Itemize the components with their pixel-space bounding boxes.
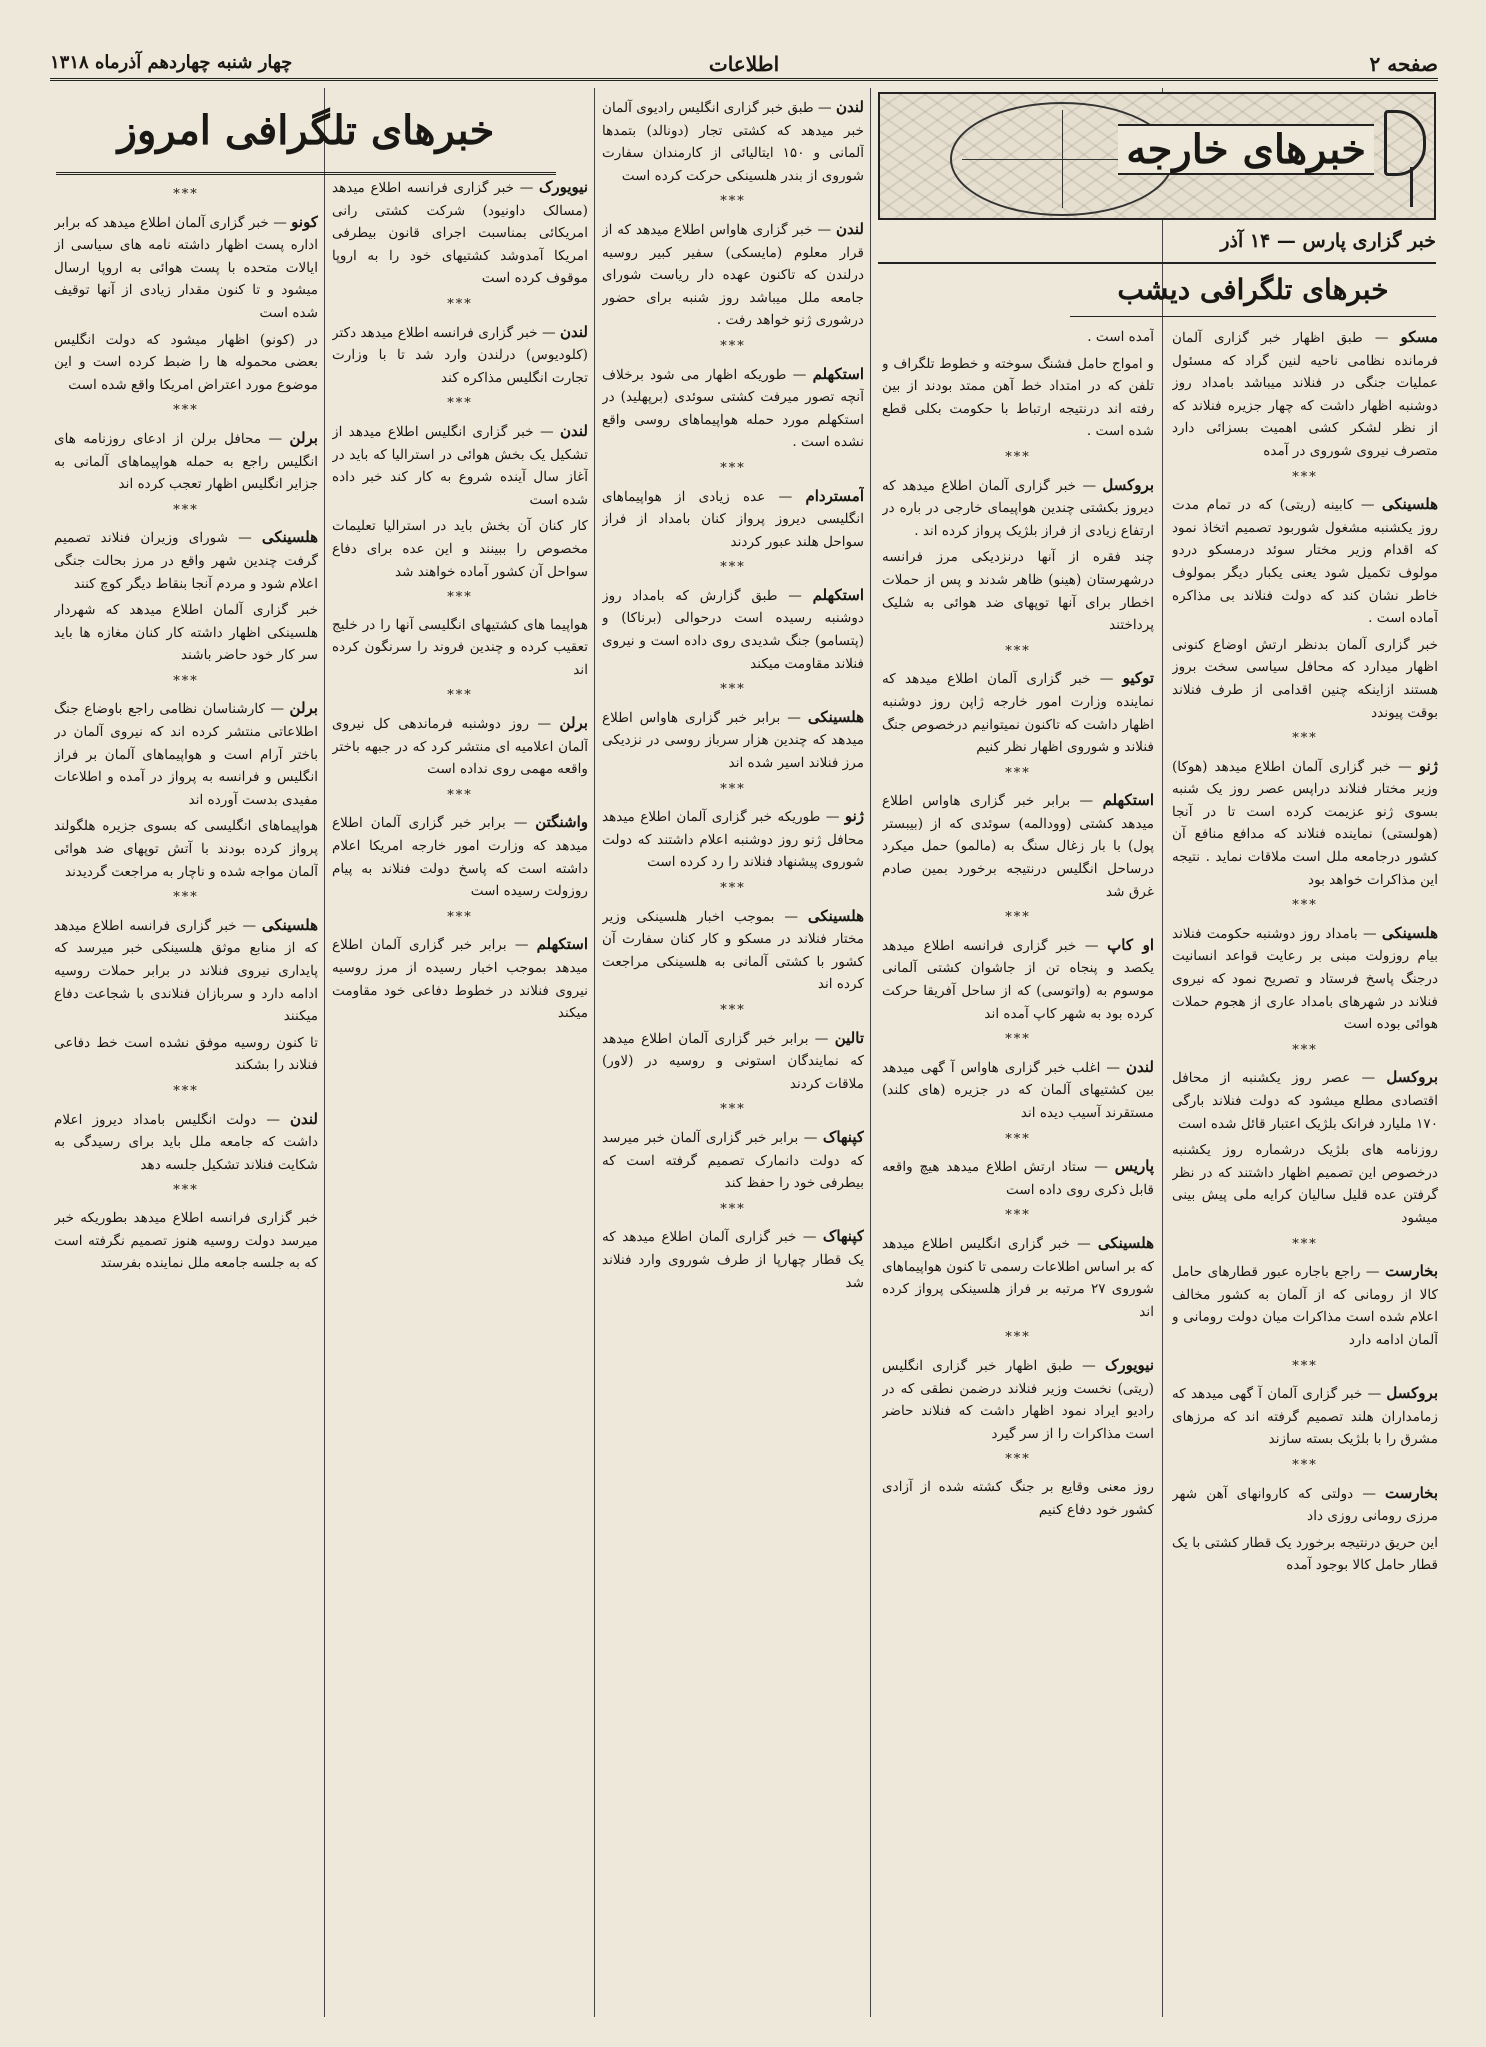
news-item: تا کنون روسیه موفق نشده است خط دفاعی فنلاند را بشکند (54, 1034, 318, 1074)
separator-stars: *** (720, 560, 746, 576)
divider (878, 262, 1436, 264)
news-item: بروکسل — خبر گزاری آلمان آ گهی میدهد که زمامداران هلند تصمیم گرفته اند که مرزهای مشرق را با بلژیک بسته سازند (1172, 1384, 1438, 1448)
news-item: در (کونو) اظهار میشود که دولت انگلیس بعضی محموله ها را ضبط کرده است و این موضوع مورد اعتراض امریکا واقع شده است (54, 331, 318, 393)
separator-stars: *** (447, 909, 473, 925)
column-2 (882, 326, 1154, 2007)
news-item: تالین — برابر خبر گزاری آلمان اطلاع میدهد که نمایندگان استونی و روسیه در (لاور) ملاقات کردند (602, 1028, 864, 1092)
news-item: پاریس — ستاد ارتش اطلاع میدهد هیچ واقعه قابل ذکری روی داده است (882, 1157, 1154, 1198)
news-item: او کاپ — خبر گزاری فرانسه اطلاع میدهد یکصد و پنجاه تن از جاشوان کشتی آلمانی موسوم به (واتوسی) که از ساحل آفریقا حرکت کرده بود به شهر کاپ آمده اند (882, 935, 1154, 1022)
news-item: هلسینکی — برابر خبر گزاری هاواس اطلاع میدهد که چندین هزار سرباز روسی در نزدیکی مرز فنلاند اسیر شده اند (602, 707, 864, 772)
news-item: بخارست — دولتی که کاروانهای آهن شهر مرزی رومانی روزی داد (1172, 1483, 1438, 1525)
column-4 (332, 176, 588, 2007)
news-item: مسکو — طبق اظهار خبر گزاری آلمان فرمانده نظامی ناحیه لنین گراد که مسئول عملیات جنگی در فنلاند میباشد بامداد روز دوشنبه اظهار داشت که چهار جزیره فنلاند که از نظر لشکر کشی اهمیت بسزائی دارد متصرف نیروی شوروی در آمده (1172, 328, 1438, 459)
news-item: لندن — دولت انگلیس بامداد دیروز اعلام داشت که جامعه ملل باید برای رسیدگی به شکایت فنلاند تشکیل جلسه دهد (54, 1109, 318, 1173)
separator-stars: *** (720, 1102, 746, 1118)
news-item: هلسینکی — بامداد روز دوشنبه حکومت فنلاند بیام روزولت مبنی بر رعایت قواعد انسانیت درجنگ پاسخ فرستاد و تصریح نمود که نیروی فنلاند در شهرهای بامداد عاری از هجوم حملات هوائی بوده است (1172, 923, 1438, 1033)
separator-stars: *** (1005, 1330, 1031, 1346)
separator-stars: *** (1005, 449, 1031, 465)
news-item: کپنهاک — برابر خبر گزاری آلمان خبر میرسد که دولت دانمارک تصمیم گرفته است که بیطرفی خود را حفظ کند (602, 1127, 864, 1192)
news-item: کپنهاک — خبر گزاری آلمان اطلاع میدهد که یک قطار چهارپا از طرف شوروی وارد فنلاند شد (602, 1227, 864, 1291)
separator-stars: *** (1005, 643, 1031, 659)
foreign-news-banner (878, 92, 1436, 220)
separator-stars: *** (173, 890, 199, 906)
news-item: این حریق درنتیجه برخورد یک قطار کشتی با یک قطار حامل کالا بوجود آمده (1172, 1534, 1438, 1574)
news-item: واشنگتن — برابر خبر گزاری آلمان اطلاع میدهد که وزارت امور خارجه امریکا اعلام داشته است که پاسخ دولت فنلاند به پیام روزولت رسیده است (332, 813, 588, 900)
separator-stars: *** (173, 673, 199, 689)
news-item: هلسینکی — بموجب اخبار هلسینکی وزیر مختار فنلاند در مسکو و کار کنان سفارت آن کشور با کشتی آلمانی به هلسینکی مراجعت کرده اند (602, 906, 864, 993)
news-item: هلسینکی — خبر گزاری انگلیس اطلاع میدهد که بر اساس اطلاعات رسمی تا کنون هواپیماهای شوروی ۲۷ مرتبه بر فراز هلسینکی پرواز کرده اند (882, 1233, 1154, 1320)
dispatch-line: خبر گزاری پارس — ۱۴ آذر (1220, 230, 1436, 252)
separator-stars: *** (720, 881, 746, 896)
separator-stars: *** (720, 1002, 746, 1018)
news-item: برلن — روز دوشنبه فرماندهی کل نیروی آلمان اعلامیه ای منتشر کرد که در جبهه باختر واقعه مهمی روی نداده است (332, 714, 588, 778)
news-item: برلن — کارشناسان نظامی راجع باوضاع جنگ اطلاعاتی منتشر کرده اند که نیروی آلمان در باختر آرام است و هواپیماهای آلمان بر فراز انگلیس و فرانسه به پرواز در آمده و اطلاعات مفیدی بدست آورده اند (54, 699, 318, 808)
separator-stars: *** (720, 338, 746, 354)
separator-stars: *** (1005, 1452, 1031, 1468)
news-item: بخارست — راجع باجاره عبور قطارهای حامل کالا از رومانی که از آلمان به کشور مخالف اعلام شده است مذاکرات میان دولت رومانی و آلمان ادامه دارد (1172, 1262, 1438, 1348)
page-number: صفحه ۲ (1369, 52, 1438, 76)
separator-stars: *** (1005, 765, 1031, 781)
column-rule (870, 88, 871, 2017)
news-item: روزنامه های بلژیک درشماره روز یکشنبه درخصوص این تصمیم اظهار داشتند که در نظر گرفتن عده قلیل سالیان کرایه ملی پیش بینی میشود (1172, 1142, 1438, 1226)
column-rule (1162, 88, 1163, 2017)
news-item: هلسینکی — کابینه (ریتی) که در تمام مدت روز یکشنبه مشغول شوربود تصمیم اتخاذ نمود که اقدام وزیر مختار سوئد درمسکو دردو مولوف تکمیل شود یعنی یکبار دیگر بمولوف خاطر نشان کند که دولت فنلاند بی مذاکره آماده است . (1172, 495, 1438, 627)
news-item: نیویورک — خبر گزاری فرانسه اطلاع میدهد (مسالک داونیود) شرکت کشتی رانی امریکائی بمناسبت اجرای قانون بیطرفی امریکا آمدوشد کشتیهای خود را به اروپا موقوف کرده است (332, 178, 588, 287)
news-item: خبر گزاری آلمان اطلاع میدهد که شهردار هلسینکی اظهار داشته کار کنان مغازه ها باید سر کار خود حاضر باشند (54, 602, 318, 664)
separator-stars: *** (447, 590, 473, 606)
news-item: توکیو — خبر گزاری آلمان اطلاع میدهد که نماینده وزارت امور خارجه ژاپن روز دوشنبه اظهار داشت که تاکنون نمیتوانیم درخصوص جنگ فنلاند و شوروی اظهار نظر کنیم (882, 669, 1154, 756)
news-item: هواپیما های کشتیهای انگلیسی آنها را در خلیج تعقیب کرده و چندین فروند را سرنگون کرده اند (332, 616, 588, 678)
separator-stars: *** (447, 688, 473, 704)
news-item: بروکسل — خبر گزاری آلمان اطلاع میدهد که دیروز بکشتی چندین هواپیمای خارجی در باره در ارتفاع زیادی از فراز بلژیک پرواز کرده اند . (882, 475, 1154, 539)
separator-stars: *** (173, 502, 199, 518)
separator-stars: *** (447, 296, 473, 312)
gramophone-horn-icon (1384, 110, 1426, 176)
date-line: چهار شنبه چهاردهم آذرماه ۱۳۱۸ (50, 52, 293, 73)
news-item: استکهلم — طوریکه اظهار می شود برخلاف آنچه تصور میرفت کشتی سوئدی (برپهلید) در استکهلم مورد حمله هواپیماهای روسی واقع نشده است . (602, 364, 864, 451)
paper-name: اطلاعات (708, 52, 780, 76)
column-3 (602, 96, 864, 2007)
masthead (50, 52, 1438, 81)
separator-stars: *** (720, 682, 746, 698)
news-item: ژنو — طوریکه خبر گزاری آلمان اطلاع میدهد محافل ژنو روز دوشنبه اعلام داشتند که دولت شوروی پیشنهاد فنلاند را رد کرده است (602, 807, 864, 871)
separator-stars: *** (1292, 898, 1318, 914)
news-item: آمستردام — عده زیادی از هواپیماهای انگلیسی دیروز پرواز کنان بامداد از فراز سواحل هلند عبور کردند (602, 486, 864, 550)
news-item: خبر گزاری فرانسه اطلاع میدهد بطوریکه خبر میرسد دولت روسیه هنوز تصمیم نگرفته است که به جلسه جامعه ملل نماینده بفرستد (54, 1209, 318, 1272)
separator-stars: *** (720, 194, 746, 210)
news-item: هلسینکی — شورای وزیران فنلاند تصمیم گرفت چندین شهر واقع در مرز بحالت جنگی اعلام شود و مردم آنجا بنقاط دیگر کوچ کنند (54, 528, 318, 592)
separator-stars: *** (447, 396, 473, 412)
news-item: نیویورک — طبق اظهار خبر گزاری انگلیس (ریتی) نخست وزیر فنلاند درضمن نطقی که در رادیو ایراد نمود اظهار داشت که فنلاند حاضر است مذاکرات را از سر گیرد (882, 1355, 1154, 1442)
news-item: چند فقره از آنها درنزدیکی مرز فرانسه درشهرستان (هینو) ظاهر شدند و پس از حملات اخطار برای آنها توپهای ضد هوائی به شلیک پرداختند (882, 549, 1154, 634)
section-heading-today: خبرهای تلگرافی امروز (56, 96, 556, 175)
separator-stars: *** (447, 787, 473, 803)
news-item: و امواج حامل فشنگ سوخته و خطوط تلگراف و تلفن که در امتداد خط آهن ممتد بودند از بین رفته اند درنتیجه ارتباط با حکومت بکلی قطع شده است . (882, 355, 1154, 440)
news-item: لندن — اغلب خبر گزاری هاواس آ گهی میدهد بین کشتیهای آلمان که در جزیره (های کلند) مستقرند آسیب دیده اند (882, 1057, 1154, 1121)
news-item: کونو — خبر گزاری آلمان اطلاع میدهد که برابر اداره پست اظهار داشته نامه های سیاسی از ایالات متحده با پست هوائی به اروپا ارسال میشود و تا کنون مقدار زیادی از آنها توقیف شده است (54, 212, 318, 321)
news-item: هواپیماهای انگلیسی که بسوی جزیره هلگولند پرواز کرده بودند با آتش توپهای ضد هوائی آلمان مواجه شده و ناچار به مراجعت گردیدند (54, 818, 318, 880)
separator-stars: *** (173, 403, 199, 419)
separator-stars: *** (720, 781, 746, 797)
news-item: هلسینکی — خبر گزاری فرانسه اطلاع میدهد که از منابع موثق هلسینکی خبر میرسد که پایداری نیروی فنلاند در برابر حملات روسیه ادامه دارد و سربازان فنلاندی با شجاعت دفاع میکنند (54, 915, 318, 1025)
news-item: روز معنی وقایع بر جنگ کشته شده از آزادی کشور خود دفاع کنیم (882, 1478, 1154, 1518)
separator-stars: *** (1005, 1131, 1031, 1147)
news-item: لندن — طبق خبر گزاری انگلیس رادیوی آلمان خبر میدهد که کشتی تجار (دونالد) بتمدها آلمانی و ۱۵۰ ایتالیائی از کارمندان سفارت شوروی از بندر هلسینکی حرکت کرده است (602, 98, 864, 184)
banner-title: خبرهای خارجه (1118, 124, 1374, 175)
separator-stars: *** (1005, 910, 1031, 926)
separator-stars: *** (1005, 1032, 1031, 1048)
separator-stars: *** (1292, 1457, 1318, 1473)
separator-stars: *** (173, 1083, 199, 1099)
column-1 (1172, 326, 1438, 2007)
separator-stars: *** (1292, 731, 1318, 747)
section-heading-tonight: خبرهای تلگرافی دیشب (1070, 268, 1436, 317)
news-item: بروکسل — عصر روز یکشنبه از محافل اقتصادی مطلع میشود که دولت فنلاند بارگی ۱۷۰ ملیارد فرانک بلژیک اعتبار قائل شده است (1172, 1068, 1438, 1132)
news-item: لندن — خبر گزاری هاواس اطلاع میدهد که از قرار معلوم (مایسکی) سفیر کبیر روسیه درلندن که تاکنون عهده دار ریاست شورای جامعه ملل میباشد روز شنبه برای حضور درشوری ژنو خواهد رفت . (602, 219, 864, 329)
news-item: برلن — محافل برلن از ادعای روزنامه های انگلیس راجع به حمله هواپیماهای آلمانی به جزایر انگلیس اظهار تعجب کرده اند (54, 428, 318, 493)
column-rule (324, 88, 325, 2017)
news-item: خبر گزاری آلمان بدنظر ارتش اوضاع کنونی اظهار میدارد که محافل سیاسی سخت بروز هستند ازاینکه چنین اقدامی از طرف فنلاند بوقت پیوندد (1172, 636, 1438, 721)
separator-stars: *** (720, 1201, 746, 1217)
separator-stars: *** (1292, 1042, 1318, 1058)
news-item: آمده است . (1087, 329, 1154, 345)
column-5 (54, 180, 318, 2007)
news-item: استکهلم — برابر خبر گزاری هاواس اطلاع میدهد کشتی (وودالمه) سوئدی که از (بیبستر پول) با بار زغال سنگ به (مالمو) حمل میکرد درساحل انگلیس درنتیجه برخورد بمین صادم غرق شد (882, 791, 1154, 900)
column-rule (594, 88, 595, 2017)
news-item: کار کنان آن بخش باید در استرالیا تعلیمات مخصوص را ببینند و این عده برای دفاع سواحل آن کشور آماده خواهند شد (332, 518, 588, 580)
news-item: ژنو — خبر گزاری آلمان اطلاع میدهد (هوکا) وزیر مختار فنلاند دراپس عصر روز یک شنبه بسوی ژنو عزیمت کرده است تا در آنجا (هولستی) نماینده فنلاند که مدافع منافع آن کشور درجامعه ملل است ملاقات نماید . نتیجه این مذاکرات خواهد بود (1172, 756, 1438, 888)
separator-stars: *** (1005, 1208, 1031, 1224)
separator-stars: *** (1292, 469, 1318, 485)
separator-stars: *** (720, 460, 746, 476)
separator-stars: *** (1292, 1236, 1318, 1252)
news-item: استکهلم — برابر خبر گزاری آلمان اطلاع میدهد بموجب اخبار رسیده از مرز روسیه نیروی فنلاند در خطوط دفاعی خود مقاومت میکند (332, 935, 588, 1022)
separator-stars: *** (1292, 1358, 1318, 1374)
news-item: استکهلم — طبق گزارش که بامداد روز دوشنبه رسیده است درحوالی (برناکا) و (پتسامو) جنگ شدیدی روی داده است و نیروی فنلاند مقاومت میکند (602, 585, 864, 672)
news-item: لندن — خبر گزاری فرانسه اطلاع میدهد دکتر (کلودیوس) درلندن وارد شد تا با وزارت تجارت انگلیس مذاکره کند (332, 322, 588, 386)
separator-stars: *** (173, 1183, 199, 1199)
separator-stars: *** (173, 187, 199, 202)
news-item: لندن — خبر گزاری انگلیس اطلاع میدهد از تشکیل یک بخش هوائی در استرالیا که باید در آغاز سال آینده شروع به کار کند خبر داده شده است (332, 421, 588, 508)
